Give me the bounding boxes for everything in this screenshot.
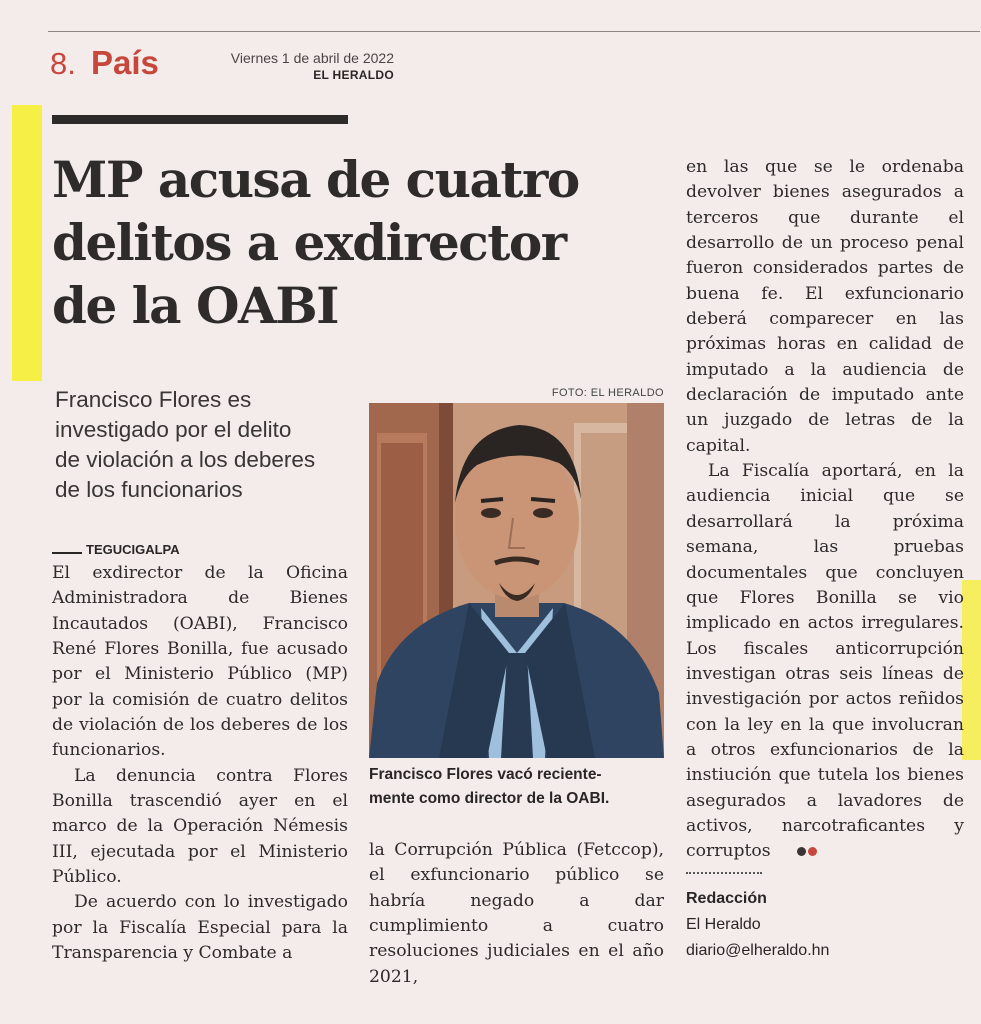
paragraph-text: La Fiscalía aportará, en la audiencia inicial que se desarrollará la próxima semana, las pruebas documentales que concluyen que Flores Bonilla se vio implicado en actos irregulares. Los fiscales anticorrupción investigan otras seis líneas de investigación por actos reñidos con la ley en la que involucran a otros exfuncionarios de la instiución que tutela los bienes asegurados a lavadores de activos, narcotraficantes y corruptos bbox=[686, 461, 964, 862]
photo-caption bbox=[369, 763, 667, 811]
paragraph: La denuncia contra Flores Bonilla trascendió ayer en el marco de la Operación Némesis III, ejecutada por el Ministerio Público. bbox=[52, 765, 348, 888]
page-number: 8. bbox=[50, 46, 76, 81]
paragraph: en las que se le ordenaba devolver bienes asegurados a terceros que durante el desarrollo de un proceso penal fueron considerados partes de buena fe. El exfuncionario deberá comparecer en las próximas horas en calidad de imputado a la audiencia de declaración de imputado ante un juzgado de letras de la capital. bbox=[686, 157, 964, 456]
article-column-2 bbox=[369, 838, 664, 990]
article-column-1 bbox=[52, 561, 348, 967]
dateline-rule bbox=[52, 552, 82, 554]
paragraph: El exdirector de la Oficina Administradora de Bienes Incautados (OABI), Francisco René Flores Bonilla, fue acusado por el Ministerio Público (MP) por la comisión de cuatro delitos de violación de los deberes de los funcionarios. bbox=[52, 563, 348, 761]
newspaper-name: EL HERALDO bbox=[313, 68, 394, 82]
portrait-photo bbox=[369, 403, 664, 758]
caption-line: Francisco Flores vacó reciente- bbox=[369, 766, 602, 783]
dateline: TEGUCIGALPA bbox=[86, 542, 180, 557]
subheadline-line: Francisco Flores es bbox=[55, 387, 252, 412]
end-dot-dark bbox=[797, 847, 806, 856]
end-of-article-mark bbox=[775, 839, 819, 864]
subheadline bbox=[55, 385, 355, 505]
headline-rule bbox=[52, 115, 348, 124]
highlighter-mark-right bbox=[962, 580, 981, 760]
paragraph bbox=[686, 459, 964, 865]
section-name: País bbox=[91, 44, 159, 81]
headline-line: delitos a exdirector bbox=[52, 213, 566, 272]
photo-credit: FOTO: EL HERALDO bbox=[551, 387, 664, 399]
highlighter-mark-left bbox=[12, 105, 42, 381]
signature-divider bbox=[686, 872, 762, 874]
end-dot-red bbox=[808, 847, 817, 856]
subheadline-line: de violación a los deberes bbox=[55, 447, 316, 472]
byline-label: Redacción bbox=[686, 890, 767, 907]
subheadline-line: de los funcionarios bbox=[55, 477, 243, 502]
paragraph: De acuerdo con lo investigado por la Fiscalía Especial para la Transparencia y Combate a bbox=[52, 892, 348, 964]
headline-line: MP acusa de cuatro bbox=[52, 150, 579, 209]
byline-email: diario@elheraldo.hn bbox=[686, 942, 830, 959]
headline-line: de la OABI bbox=[52, 276, 338, 335]
subheadline-line: investigado por el delito bbox=[55, 417, 292, 442]
byline-organization: El Heraldo bbox=[686, 916, 761, 933]
top-rule bbox=[48, 31, 980, 32]
paragraph: la Corrupción Pública (Fetccop), el exfuncionario público se habría negado a dar cumplimiento a cuatro resoluciones judiciales en el año 2021, bbox=[369, 840, 664, 987]
headline bbox=[52, 148, 672, 337]
article-column-3 bbox=[686, 155, 964, 865]
publication-date: Viernes 1 de abril de 2022 bbox=[230, 50, 394, 66]
caption-line: mente como director de la OABI. bbox=[369, 790, 610, 807]
